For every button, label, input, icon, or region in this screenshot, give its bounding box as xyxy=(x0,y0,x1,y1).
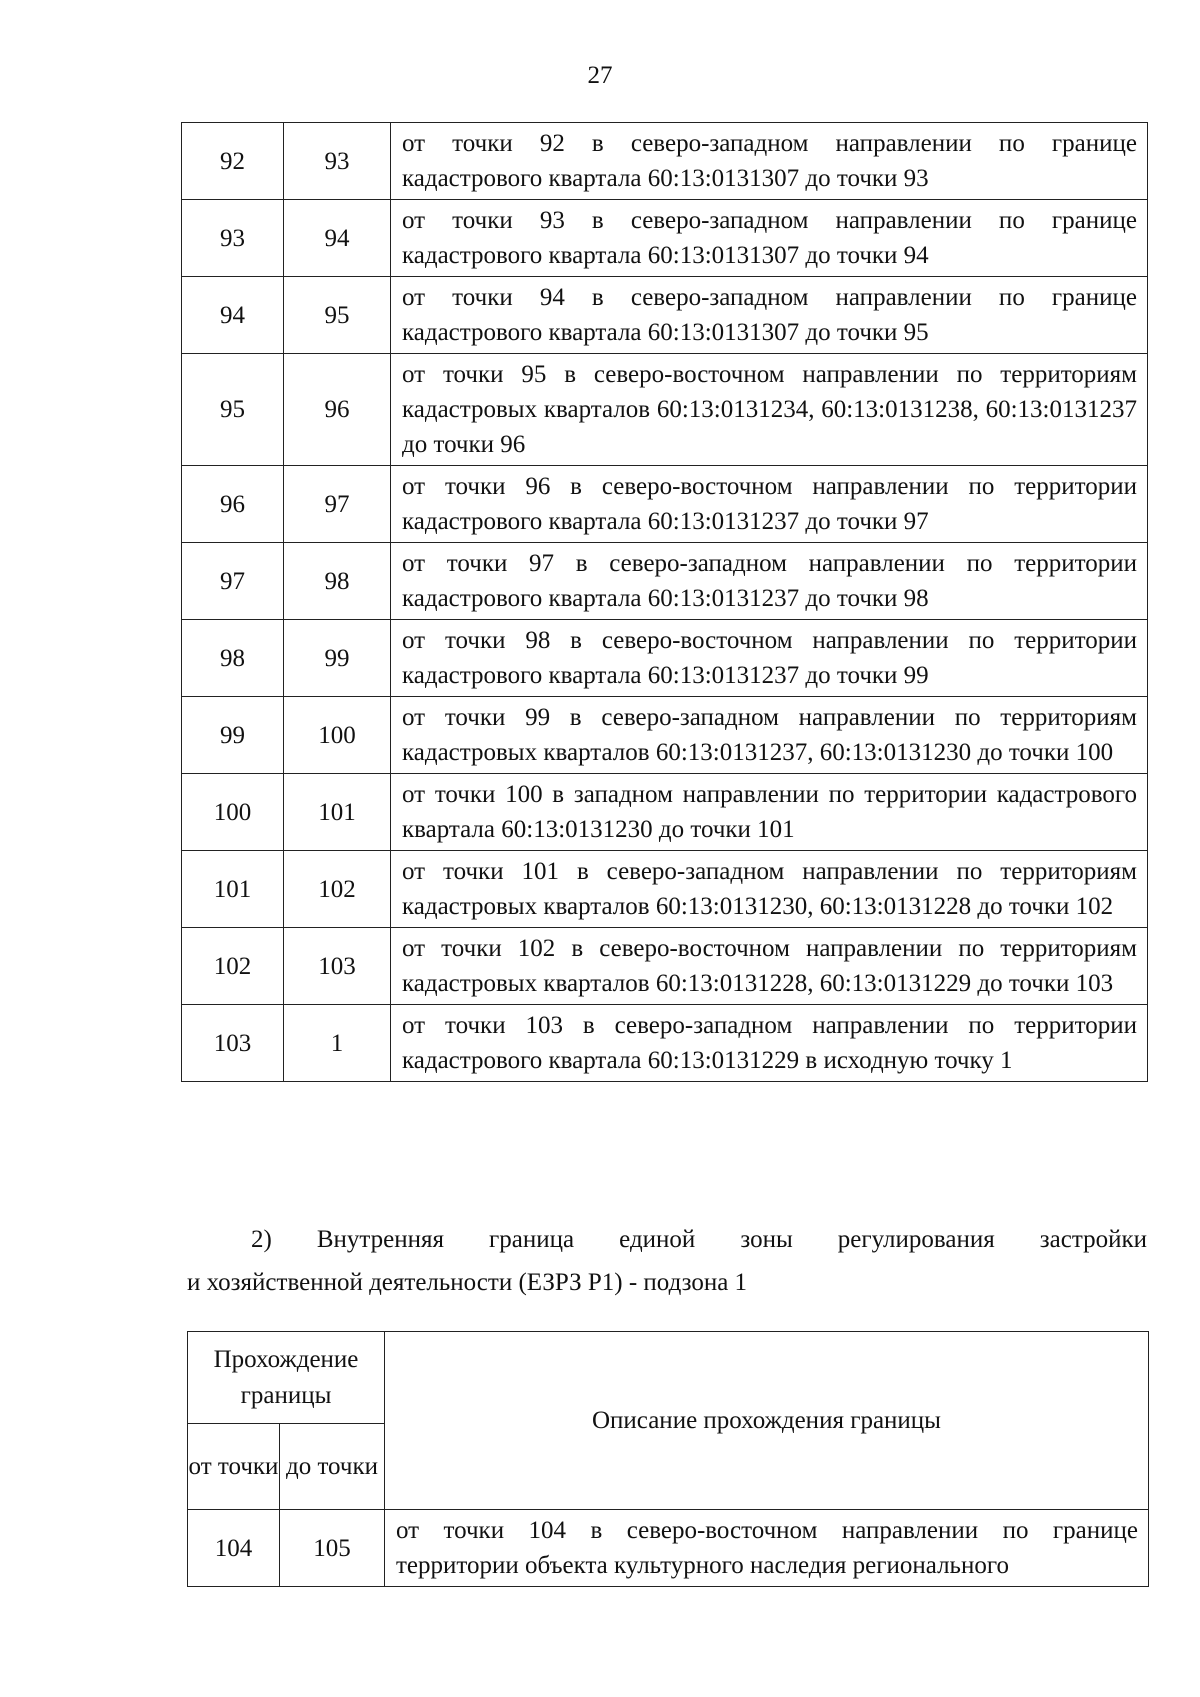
table-row xyxy=(182,928,1148,1005)
boundary-table-body xyxy=(182,123,1148,1082)
description-cell: от точки 104 в северо-восточном направлении по границе территории объекта культурного наследия регионального xyxy=(385,1510,1149,1587)
table-row xyxy=(188,1510,1149,1587)
to-point-cell: 98 xyxy=(284,543,391,620)
header-from-point: от точки xyxy=(188,1424,280,1510)
from-point-cell: 97 xyxy=(182,543,284,620)
from-point-cell: 104 xyxy=(188,1510,280,1587)
to-point-cell: 1 xyxy=(284,1005,391,1082)
from-point-cell: 92 xyxy=(182,123,284,200)
from-point-cell: 102 xyxy=(182,928,284,1005)
description-cell: от точки 98 в северо-восточном направлении по территории кадастрового квартала 60:13:0131237 до точки 99 xyxy=(391,620,1148,697)
table-row xyxy=(182,354,1148,466)
header-boundary-passage: Прохождение границы xyxy=(188,1332,385,1424)
header-to-point: до точки xyxy=(280,1424,385,1510)
from-point-cell: 93 xyxy=(182,200,284,277)
to-point-cell: 105 xyxy=(280,1510,385,1587)
boundary-table-outer xyxy=(181,122,1148,1082)
to-point-cell: 94 xyxy=(284,200,391,277)
page-number: 27 xyxy=(587,62,613,89)
section-heading-line1: 2) Внутренняя граница единой зоны регулирования застройки xyxy=(251,1226,1147,1253)
to-point-cell: 103 xyxy=(284,928,391,1005)
description-cell: от точки 93 в северо-западном направлении по границе кадастрового квартала 60:13:0131307 до точки 94 xyxy=(391,200,1148,277)
table-row xyxy=(182,774,1148,851)
table-row xyxy=(182,277,1148,354)
description-cell: от точки 99 в северо-западном направлении по территориям кадастровых кварталов 60:13:0131237, 60:13:0131230 до точки 100 xyxy=(391,697,1148,774)
to-point-cell: 99 xyxy=(284,620,391,697)
table-row xyxy=(182,200,1148,277)
to-point-cell: 100 xyxy=(284,697,391,774)
table-row xyxy=(182,620,1148,697)
from-point-cell: 101 xyxy=(182,851,284,928)
to-point-cell: 101 xyxy=(284,774,391,851)
description-cell: от точки 100 в западном направлении по территории кадастрового квартала 60:13:0131230 до точки 101 xyxy=(391,774,1148,851)
from-point-cell: 95 xyxy=(182,354,284,466)
description-cell: от точки 92 в северо-западном направлении по границе кадастрового квартала 60:13:0131307 до точки 93 xyxy=(391,123,1148,200)
table-row xyxy=(182,1005,1148,1082)
to-point-cell: 96 xyxy=(284,354,391,466)
boundary-table-inner-body xyxy=(188,1510,1149,1587)
from-point-cell: 103 xyxy=(182,1005,284,1082)
to-point-cell: 102 xyxy=(284,851,391,928)
to-point-cell: 97 xyxy=(284,466,391,543)
section-heading xyxy=(187,1218,1147,1304)
to-point-cell: 93 xyxy=(284,123,391,200)
table-row xyxy=(182,851,1148,928)
description-cell: от точки 103 в северо-западном направлении по территории кадастрового квартала 60:13:0131229 в исходную точку 1 xyxy=(391,1005,1148,1082)
table-row xyxy=(182,466,1148,543)
description-cell: от точки 102 в северо-восточном направлении по территориям кадастровых кварталов 60:13:0131228, 60:13:0131229 до точки 103 xyxy=(391,928,1148,1005)
boundary-table-inner xyxy=(187,1331,1149,1587)
to-point-cell: 95 xyxy=(284,277,391,354)
header-description: Описание прохождения границы xyxy=(385,1332,1149,1510)
table-row xyxy=(182,123,1148,200)
description-cell: от точки 94 в северо-западном направлении по границе кадастрового квартала 60:13:0131307 до точки 95 xyxy=(391,277,1148,354)
from-point-cell: 99 xyxy=(182,697,284,774)
table-row xyxy=(182,543,1148,620)
from-point-cell: 98 xyxy=(182,620,284,697)
from-point-cell: 94 xyxy=(182,277,284,354)
description-cell: от точки 96 в северо-восточном направлении по территории кадастрового квартала 60:13:0131237 до точки 97 xyxy=(391,466,1148,543)
section-heading-line2: и хозяйственной деятельности (ЕЗРЗ Р1) - подзона 1 xyxy=(187,1269,748,1296)
table-row xyxy=(182,697,1148,774)
from-point-cell: 100 xyxy=(182,774,284,851)
description-cell: от точки 101 в северо-западном направлении по территориям кадастровых кварталов 60:13:0131230, 60:13:0131228 до точки 102 xyxy=(391,851,1148,928)
description-cell: от точки 97 в северо-западном направлении по территории кадастрового квартала 60:13:0131237 до точки 98 xyxy=(391,543,1148,620)
from-point-cell: 96 xyxy=(182,466,284,543)
description-cell: от точки 95 в северо-восточном направлении по территориям кадастровых кварталов 60:13:0131234, 60:13:0131238, 60:13:0131237 до точки 96 xyxy=(391,354,1148,466)
